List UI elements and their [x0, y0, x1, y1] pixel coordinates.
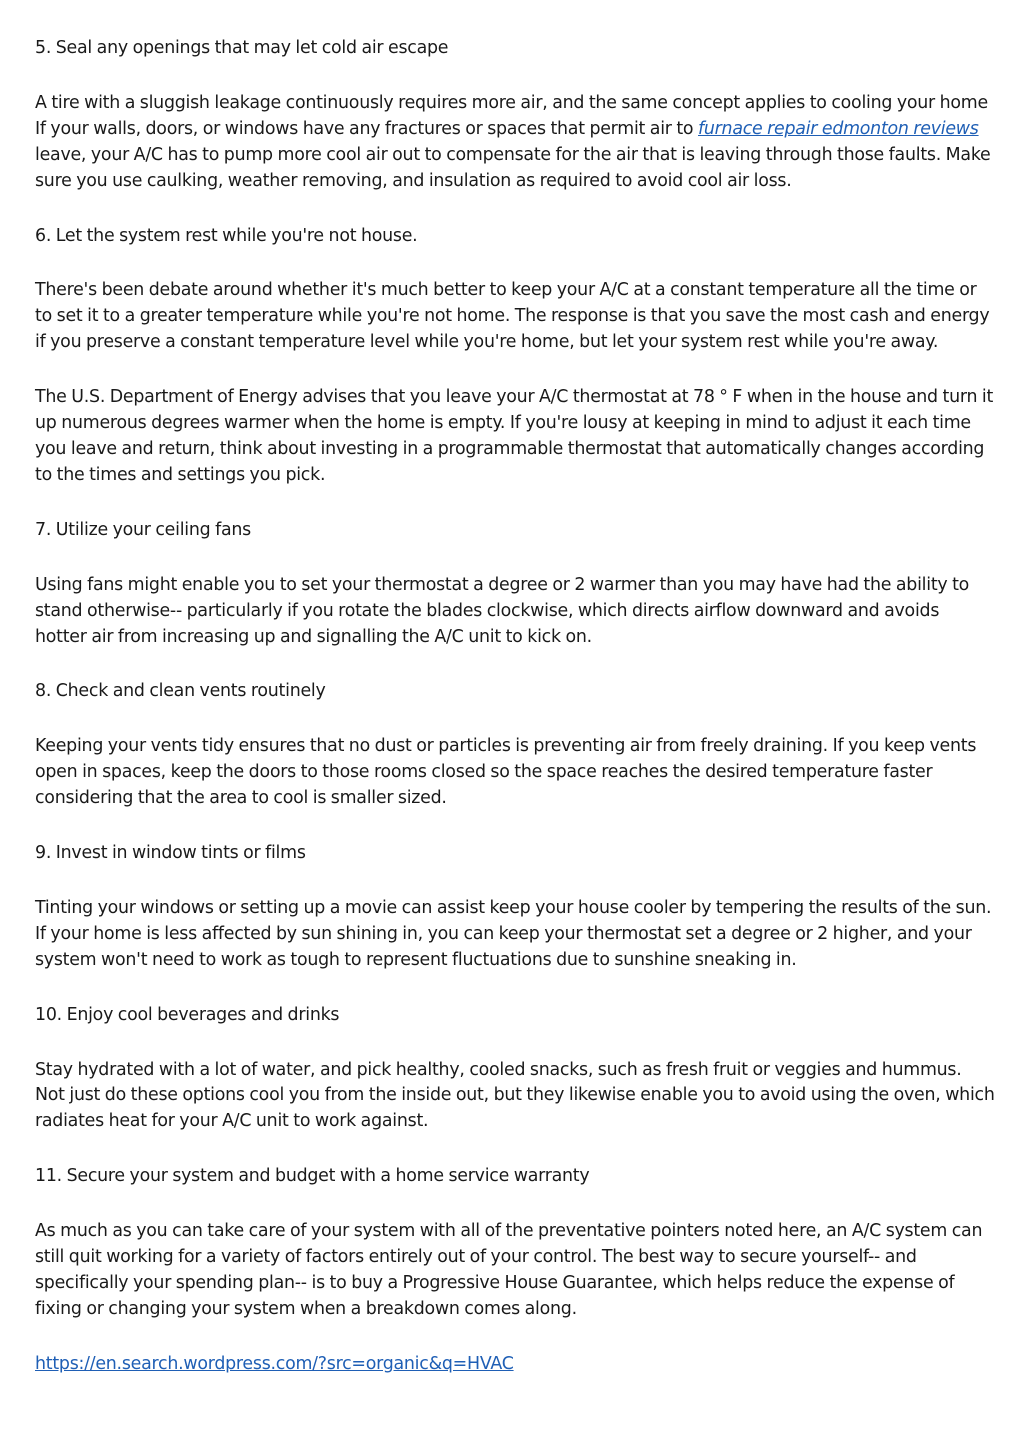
furnace-repair-link[interactable]: furnace repair edmonton reviews — [698, 118, 979, 139]
paragraph-text: A tire with a sluggish leakage continuously requires more air, and the same concept applies to cooling your home If your walls, doors, or windows have any fractures or spaces that permit air to — [35, 92, 988, 139]
heading-window-tints: 9. Invest in window tints or films — [35, 843, 306, 864]
paragraph-cool-beverages: Stay hydrated with a lot of water, and pick healthy, cooled snacks, such as fresh fruit or veggies and hummus. Not just do these options cool you from the inside out, but they likewise enable you to avoid using the oven, which radiates heat for your A/C unit to work against. — [35, 1059, 995, 1132]
wordpress-search-link[interactable]: https://en.search.wordpress.com/?src=organic&q=HVAC — [35, 1353, 514, 1374]
paragraph-window-tints: Tinting your windows or setting up a movie can assist keep your house cooler by tempering the results of the sun. If your home is less affected by sun shining in, you can keep your thermostat set a degree or 2 higher, and your system won't need to work as tough to represent fluctuations due to sunshine sneaking in. — [35, 897, 992, 970]
heading-service-warranty: 11. Secure your system and budget with a home service warranty — [35, 1166, 590, 1187]
paragraph-constant-temperature: There's been debate around whether it's much better to keep your A/C at a constant temperature all the time or to set it to a greater temperature while you're not home. The response is that you save the most cash and energy if you preserve a constant temperature level while you're home, but let your system rest while you're away. — [35, 280, 990, 353]
heading-seal-openings: 5. Seal any openings that may let cold air escape — [35, 38, 449, 58]
heading-clean-vents: 8. Check and clean vents routinely — [35, 681, 326, 702]
paragraph-text: leave, your A/C has to pump more cool air out to compensate for the air that is leaving through those faults. Make sure you use caulking, weather removing, and insulation as required to avoid cool air loss. — [35, 144, 991, 191]
paragraph-ceiling-fans: Using fans might enable you to set your thermostat a degree or 2 warmer than you may have had the ability to stand otherwise-- particularly if you rotate the blades clockwise, which directs airflow downward and avoids hotter air from increasing up and signalling the A/C unit to kick on. — [35, 574, 970, 647]
paragraph-department-of-energy: The U.S. Department of Energy advises that you leave your A/C thermostat at 78 ° F when in the house and turn it up numerous degrees warmer when the home is empty. If you're lousy at keeping in mind to adjust it each time you leave and return, think about investing in a programmable thermostat that automatically changes according to the times and settings you pick. — [35, 387, 994, 485]
url-paragraph — [35, 1352, 995, 1378]
heading-ceiling-fans: 7. Utilize your ceiling fans — [35, 519, 251, 540]
paragraph-service-warranty: As much as you can take care of your system with all of the preventative pointers noted here, an A/C system can still quit working for a variety of factors entirely out of your control. The best way to secure yourself-- and specifically your spending plan-- is to buy a Progressive House Guarantee, which helps reduce the expense of fixing or changing your system when a breakdown comes along. — [35, 1221, 983, 1319]
paragraph-seal-openings — [35, 91, 995, 195]
document-body — [35, 36, 995, 1407]
heading-let-system-rest: 6. Let the system rest while you're not house. — [35, 225, 418, 246]
heading-cool-beverages: 10. Enjoy cool beverages and drinks — [35, 1004, 340, 1025]
paragraph-clean-vents: Keeping your vents tidy ensures that no dust or particles is preventing air from freely draining. If you keep vents open in spaces, keep the doors to those rooms closed so the space reaches the desired temperature faster considering that the area to cool is smaller sized. — [35, 736, 977, 809]
